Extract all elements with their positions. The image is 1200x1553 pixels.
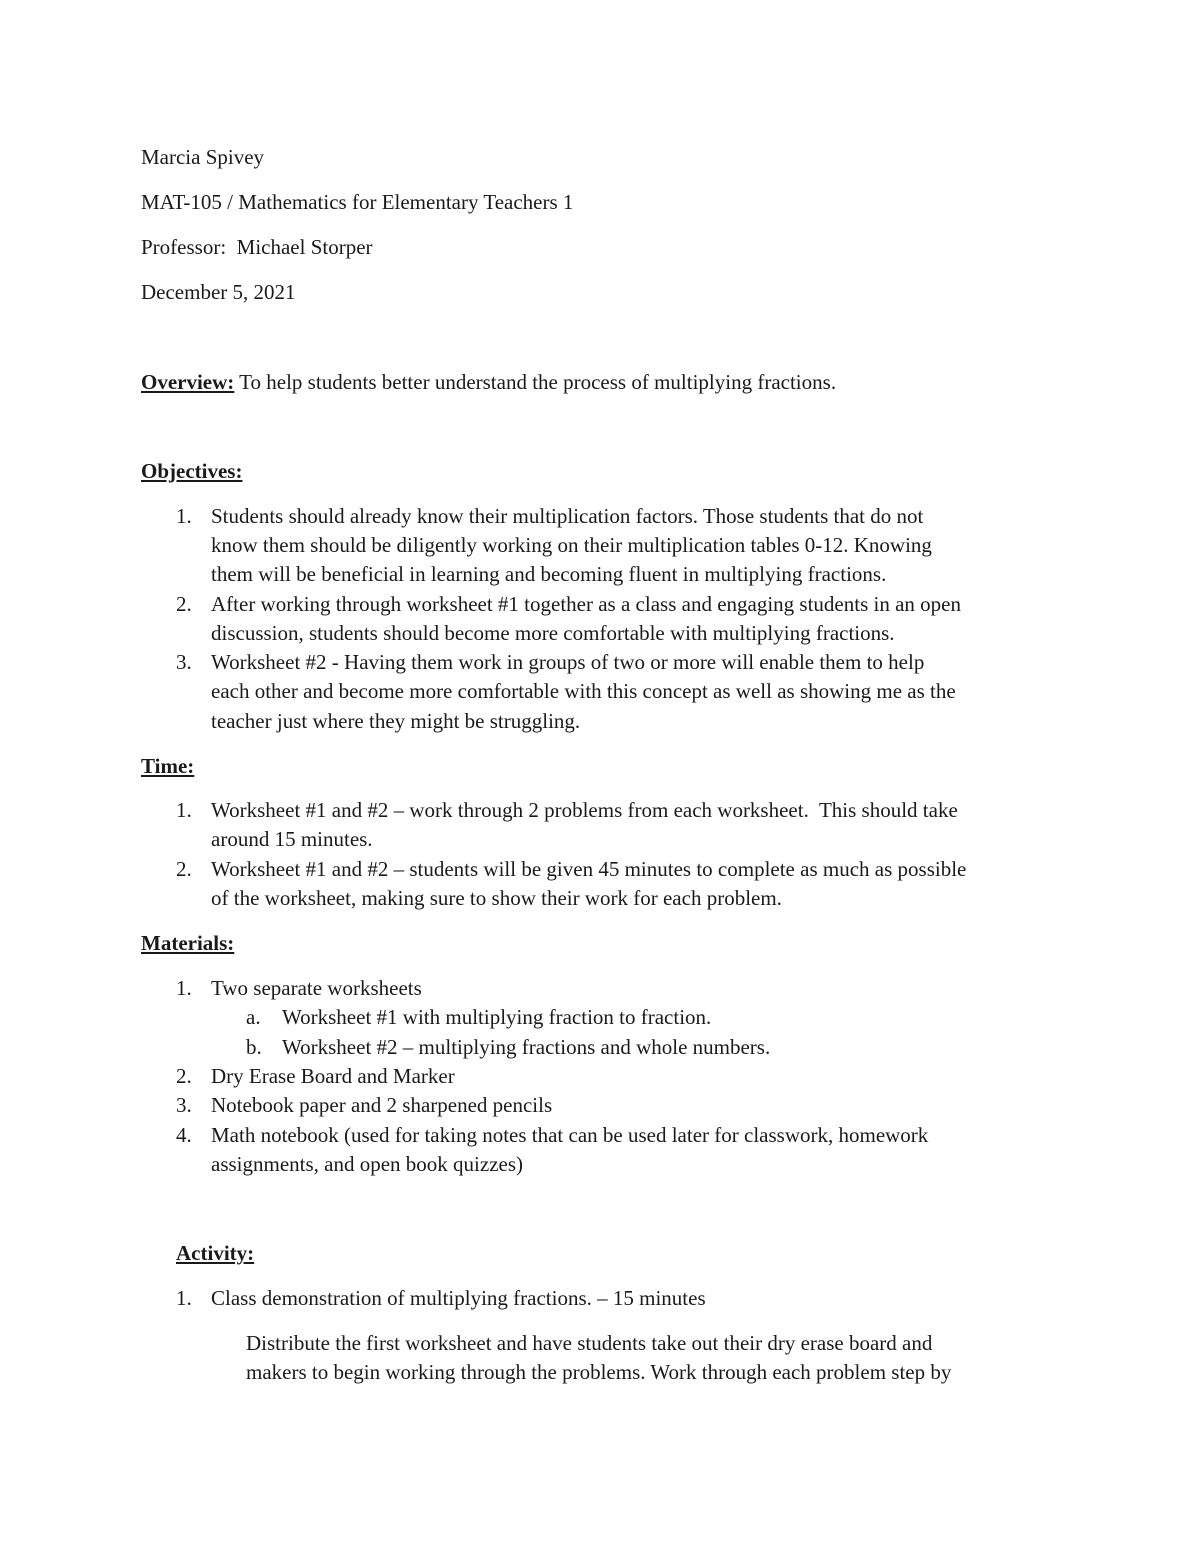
materials-sub-letter: a. [246,1005,261,1029]
objective-2-line-1: After working through worksheet #1 together as a class and engaging students in an open [211,592,961,616]
time-1-line-1: Worksheet #1 and #2 – work through 2 problems from each worksheet. This should take [211,798,958,822]
materials-1a-text: Worksheet #1 with multiplying fraction to fraction. [282,1005,712,1029]
materials-4-line-2: assignments, and open book quizzes) [211,1152,524,1176]
time-2-line-1: Worksheet #1 and #2 – students will be given 45 minutes to complete as much as possible [211,857,967,881]
materials-4-line-1: Math notebook (used for taking notes that can be used later for classwork, homework [211,1123,929,1147]
student-name: Marcia Spivey [141,145,265,169]
activity-1-line-1: Class demonstration of multiplying fractions. – 15 minutes [211,1286,706,1310]
activity-paragraph-line-1: Distribute the first worksheet and have students take out their dry erase board and [246,1331,933,1355]
objective-1-line-3: them will be beneficial in learning and becoming fluent in multiplying fractions. [211,562,887,586]
activity-number: 1. [176,1286,192,1310]
overview-text: To help students better understand the process of multiplying fractions. [234,370,837,394]
materials-1b-text: Worksheet #2 – multiplying fractions and whole numbers. [282,1035,771,1059]
materials-sub-letter: b. [246,1035,262,1059]
objective-number: 3. [176,650,192,674]
activity-heading: Activity: [176,1241,255,1265]
objective-number: 1. [176,504,192,528]
objective-3-line-1: Worksheet #2 - Having them work in groups of two or more will enable them to help [211,650,925,674]
overview-paragraph [141,372,836,393]
professor-line: Professor: Michael Storper [141,235,373,259]
time-2-line-2: of the worksheet, making sure to show their work for each problem. [211,886,782,910]
objective-3-line-3: teacher just where they might be struggling. [211,709,581,733]
objective-number: 2. [176,592,192,616]
materials-number: 2. [176,1064,192,1088]
materials-number: 3. [176,1093,192,1117]
objectives-heading: Objectives: [141,459,243,483]
time-1-line-2: around 15 minutes. [211,827,373,851]
materials-2-line-1: Dry Erase Board and Marker [211,1064,455,1088]
time-number: 2. [176,857,192,881]
time-heading: Time: [141,754,195,778]
objective-2-line-2: discussion, students should become more comfortable with multiplying fractions. [211,621,895,645]
objective-1-line-1: Students should already know their multiplication factors. Those students that do not [211,504,924,528]
document-date: December 5, 2021 [141,280,296,304]
course-title: MAT-105 / Mathematics for Elementary Teachers 1 [141,190,574,214]
activity-paragraph-line-2: makers to begin working through the problems. Work through each problem step by [246,1360,952,1384]
time-number: 1. [176,798,192,822]
materials-number: 1. [176,976,192,1000]
materials-heading: Materials: [141,931,235,955]
objective-1-line-2: know them should be diligently working on their multiplication tables 0-12. Knowing [211,533,932,557]
materials-3-line-1: Notebook paper and 2 sharpened pencils [211,1093,553,1117]
objective-3-line-2: each other and become more comfortable with this concept as well as showing me as the [211,679,956,703]
overview-heading: Overview: [141,370,235,394]
materials-1-line-1: Two separate worksheets [211,976,422,1000]
materials-number: 4. [176,1123,192,1147]
